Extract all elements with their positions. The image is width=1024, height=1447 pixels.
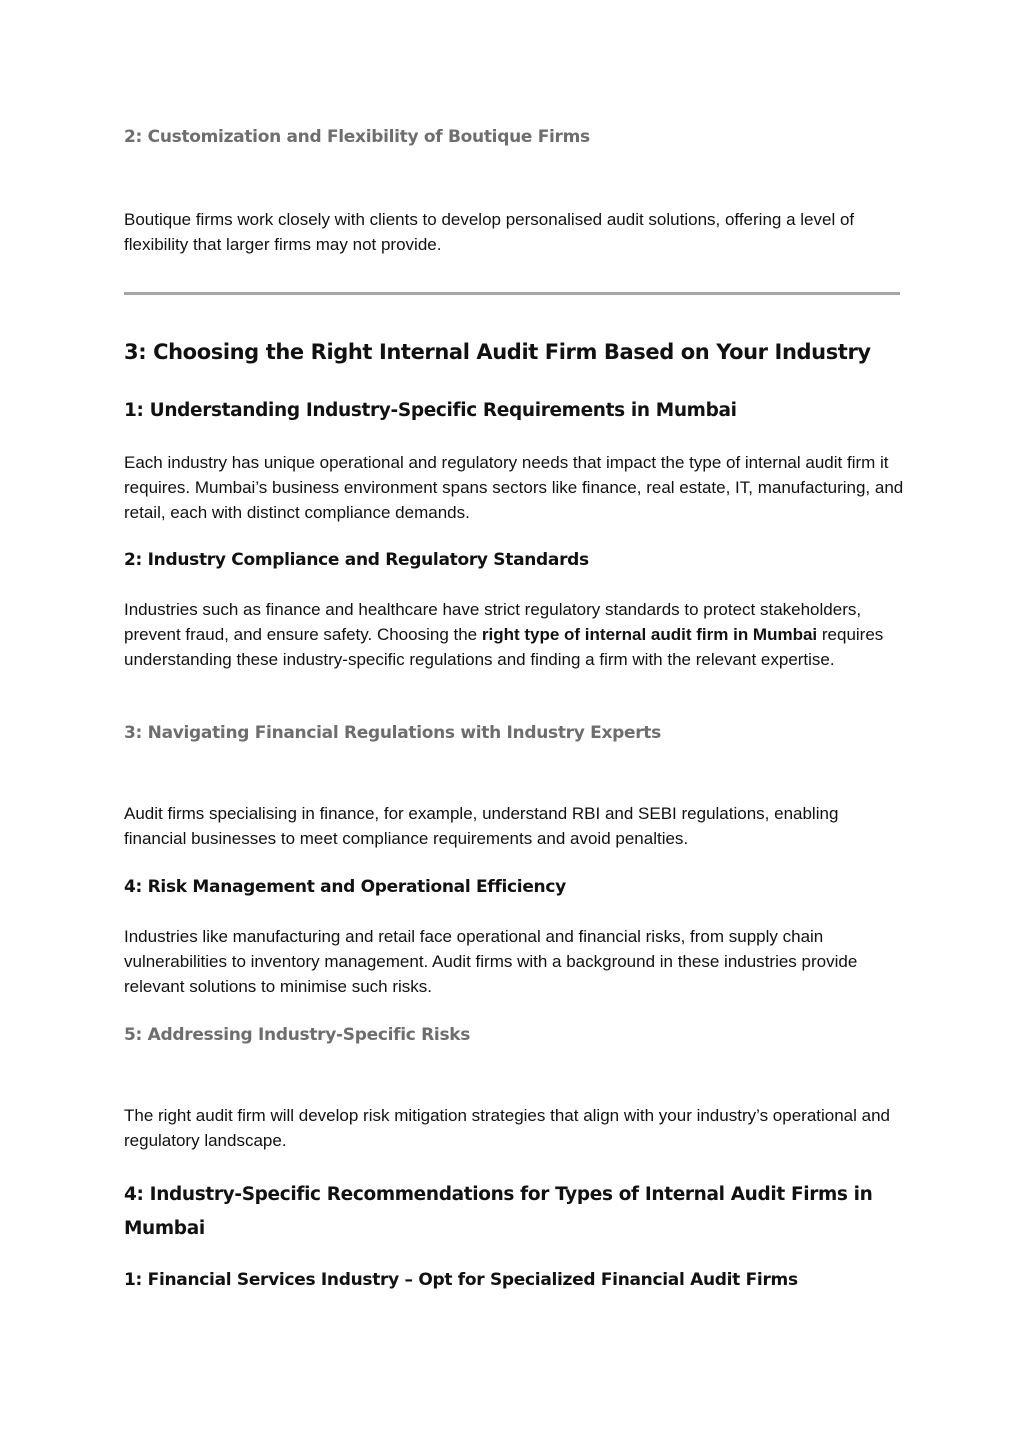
paragraph-customization-flexibility: Boutique firms work closely with clients to develop personalised audit solutions, offering a level of flexibility that larger firms may not provide. — [124, 210, 855, 254]
paragraph-compliance-text-start: Industries such as finance and healthcare have strict regulatory standards to protect stakeholders, prevent fraud, and ensure safety. Choosing the — [124, 600, 862, 644]
heading-risk-management: 4: Risk Management and Operational Efficiency — [124, 877, 566, 897]
paragraph-addressing-risks: The right audit firm will develop risk mitigation strategies that align with your industry’s operational and regulatory landscape. — [124, 1106, 891, 1150]
heading-understanding-requirements: 1: Understanding Industry-Specific Requirements in Mumbai — [124, 400, 737, 421]
paragraph-industry-compliance — [124, 597, 904, 672]
paragraph-compliance-emphasis: right type of internal audit firm in Mumbai — [481, 625, 818, 644]
section-divider — [124, 292, 900, 295]
heading-financial-services: 1: Financial Services Industry – Opt for Specialized Financial Audit Firms — [124, 1270, 798, 1290]
paragraph-risk-management: Industries like manufacturing and retail face operational and financial risks, from supply chain vulnerabilities to inventory management. Audit firms with a background in these industries provide relevant solutions to minimise such risks. — [124, 927, 858, 996]
paragraph-compliance-text-end: requires understanding these industry-specific regulations and finding a firm with the relevant expertise. — [124, 625, 884, 669]
heading-customization-flexibility: 2: Customization and Flexibility of Boutique Firms — [124, 127, 590, 147]
heading-industry-recommendations: 4: Industry-Specific Recommendations for Types of Internal Audit Firms in Mumbai — [124, 1184, 873, 1239]
heading-choosing-right-firm: 3: Choosing the Right Internal Audit Firm Based on Your Industry — [124, 340, 871, 364]
heading-navigating-regulations: 3: Navigating Financial Regulations with Industry Experts — [124, 723, 661, 743]
paragraph-understanding-requirements: Each industry has unique operational and regulatory needs that impact the type of internal audit firm it requires. Mumbai’s business environment spans sectors like finance, real estate, IT, manufacturing, and retail, each with distinct compliance demands. — [124, 453, 904, 522]
heading-industry-compliance: 2: Industry Compliance and Regulatory Standards — [124, 550, 589, 570]
heading-addressing-risks: 5: Addressing Industry-Specific Risks — [124, 1025, 471, 1045]
paragraph-navigating-regulations: Audit firms specialising in finance, for example, understand RBI and SEBI regulations, enabling financial businesses to meet compliance requirements and avoid penalties. — [124, 804, 839, 848]
